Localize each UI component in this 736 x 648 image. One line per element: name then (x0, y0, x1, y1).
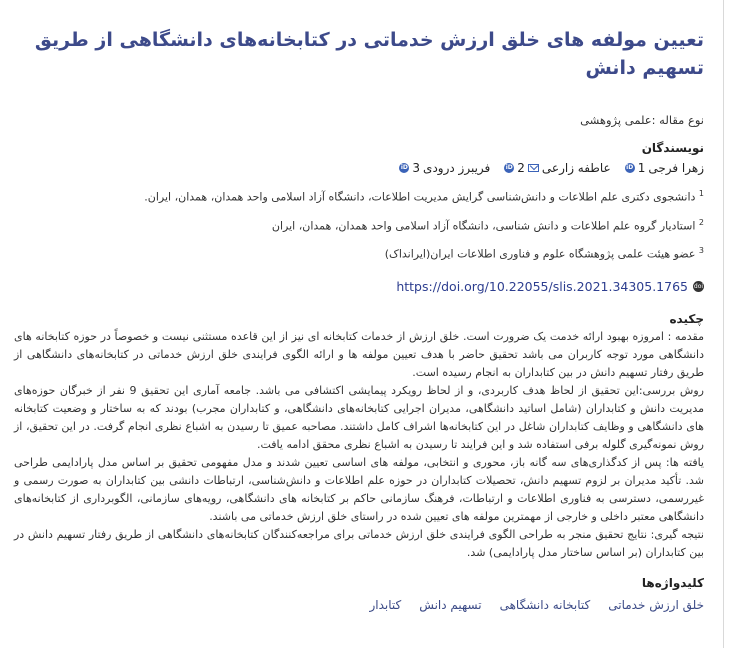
author-name[interactable]: عاطفه زارعی (541, 161, 611, 175)
article-type-value: علمی پژوهشی (580, 113, 652, 127)
affiliation-number: 3 (698, 246, 704, 256)
abstract-intro: مقدمه : امروزه بهبود ارائه خدمت یک ضرورت است. خلق ارزش از خدمات کتابخانه ای نیز از این قاعده مستثنی نیست و خصوصاً در حوزه کتابخانه های دانشگاهی مورد توجه کاربران می باشد تحقیق حاضر با هدف تعیین مولفه ها و ارائه الگوی فرایندی خلق ارزش خدماتی در کتابخانه‌های دانشگاهی از طریق رفتار تسهیم دانش در بین کتابداران به انجام رسیده است. (14, 329, 704, 379)
affiliation-text: عضو هیئت علمی پژوهشگاه علوم و فناوری اطلاعات ایران(ایرانداک) (384, 247, 696, 261)
affiliation-number: 1 (698, 189, 704, 198)
author-item[interactable] (399, 161, 490, 175)
abstract-findings: یافته ها: پس از کدگذاری‌های سه گانه باز، محوری و انتخابی، مولفه های اساسی تعیین شدند و مدل مفهومی تحقیق بر اساس مدل پارادایمی طراحی شد. تأکید مدیران بر لزوم تسهیم دانش، تحصیلات کتابداران در حوزه علم اطلاعات و دانش‌شناسی، ارتباطات دانشی بین کتابداران به صورت رسمی و غیررسمی، دسترسی به فناوری اطلاعات و ارتباطات، فرهنگ سازمانی حاکم بر کتابخانه های دانشگاهی، رویه‌های سازمانی، الگوبرداری از کتابخانه‌های دانشگاهی معتبر داخلی و خارجی از مهمترین مولفه های تعیین شده در راستای خلق ارزش خدماتی می باشند. (14, 455, 704, 523)
authors-heading: نویسندگان (641, 141, 704, 155)
author-item[interactable] (504, 161, 610, 175)
affiliation-text: دانشجوی دکتری علم اطلاعات و دانش‌شناسی گرایش مدیریت اطلاعات، دانشگاه آزاد اسلامی واحد همدان، همدان، ایران. (144, 190, 696, 204)
keyword-link[interactable]: خلق ارزش خدماتی (608, 597, 704, 612)
affiliation-text: استادیار گروه علم اطلاعات و دانش شناسی، دانشگاه آزاد اسلامی واحد همدان، همدان، ایران (271, 219, 696, 233)
orcid-icon[interactable]: iD (400, 164, 408, 171)
orcid-icon[interactable]: iD (626, 164, 634, 171)
article-type (14, 113, 704, 127)
keyword-link[interactable]: تسهیم دانش (419, 597, 482, 612)
orcid-icon[interactable]: iD (505, 164, 513, 171)
abstract-method: روش بررسی:این تحقیق از لحاظ هدف کاربردی، و از لحاظ رویکرد پیمایشی اکتشافی می باشد. جامعه آماری این تحقیق 9 نفر از خبرگان حوزه‌های مدیریت دانش و کتابداران (شامل اساتید دانشگاهی، مدیران اجرایی کتابخانه‌های دانشگاهی، و کتابداران مجرب) بودند که به ساختار و وضعیت کتابخانه های دانشگاهی و وظایف کتابداران شاغل در این کتابخانه‌ها اشراف کامل داشتند. مصاحبه عمیق تا رسیدن به اشباع نظری انجام گرفت. در این تحقیق، از روش نمونه‌گیری گلوله برفی استفاده شد و این فرایند تا رسیدن به اشباع نظری محقق ادامه یافت. (14, 383, 704, 451)
author-number: 1 (637, 161, 646, 175)
email-icon[interactable] (528, 164, 539, 172)
doi-icon: doi (693, 282, 704, 290)
article-title: تعیین مولفه های خلق ارزش خدماتی در کتابخانه‌های دانشگاهی از طریق تسهیم دانش (34, 29, 704, 79)
keywords-heading: کلیدواژه‌ها (641, 575, 704, 590)
doi-link[interactable]: https://doi.org/10.22055/slis.2021.34305.1765 (396, 278, 688, 294)
keyword-link[interactable]: کتابدار (369, 597, 402, 612)
keyword-link[interactable]: کتابخانه دانشگاهی (499, 597, 591, 612)
author-item[interactable] (625, 161, 704, 175)
affiliation-number: 2 (698, 217, 704, 227)
abstract-heading: چکیده (669, 311, 704, 326)
keywords-list (14, 598, 704, 612)
author-name[interactable]: زهرا فرجی (648, 161, 704, 175)
abstract-conclusion: نتیجه گیری: نتایج تحقیق منجر به طراحی الگوی فرایندی خلق ارزش خدماتی برای مراجعه‌کنندگان کتابخانه‌های دانشگاهی از طریق رفتار تسهیم دانش در بین کتابداران (بر اساس ساختار مدل پارادایمی) شد. (14, 527, 704, 559)
affiliation-1 (14, 189, 704, 204)
abstract-body (14, 328, 704, 562)
doi-row (14, 279, 704, 294)
affiliation-2 (14, 218, 704, 233)
authors-list (14, 161, 704, 175)
author-number: 2 (517, 161, 525, 175)
author-name[interactable]: فریبرز درودی (423, 161, 491, 175)
author-number: 3 (412, 161, 421, 175)
article-type-label: نوع مقاله : (651, 113, 704, 127)
affiliation-3 (14, 246, 704, 261)
